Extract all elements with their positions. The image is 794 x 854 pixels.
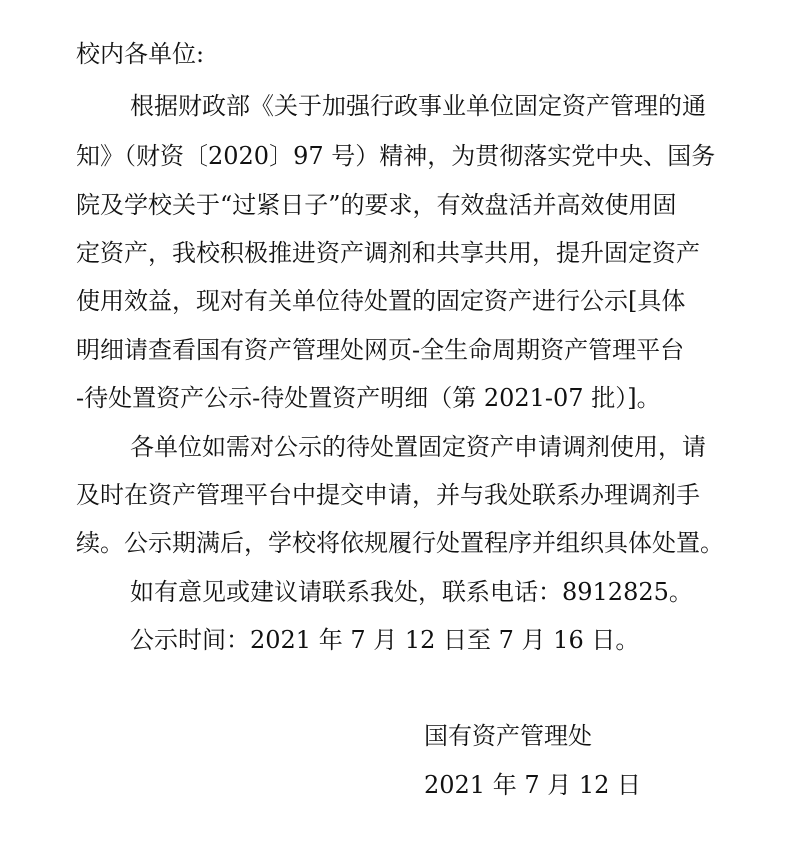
paragraph-line: -待处置资产公示-待处置资产明细（第 2021-07 批）]。 (76, 384, 661, 412)
paragraph-line: 续。公示期满后，学校将依规履行处置程序并组织具体处置。 (76, 529, 724, 557)
paragraph-line: 院及学校关于“过紧日子”的要求，有效盘活并高效使用固 (76, 191, 677, 219)
paragraph-line: 使用效益，现对有关单位待处置的固定资产进行公示[具体 (76, 287, 686, 315)
signature-office: 国有资产管理处 (424, 722, 592, 750)
paragraph-line: 根据财政部《关于加强行政事业单位固定资产管理的通 (130, 92, 706, 120)
salutation: 校内各单位: (76, 40, 205, 68)
signature-date: 2021 年 7 月 12 日 (424, 771, 642, 799)
paragraph-line: 知》（财资〔2020〕97 号）精神，为贯彻落实党中央、国务 (76, 142, 716, 170)
paragraph-line: 各单位如需对公示的待处置固定资产申请调剂使用，请 (130, 433, 706, 461)
paragraph-line: 及时在资产管理平台中提交申请，并与我处联系办理调剂手 (76, 481, 700, 509)
paragraph-line: 明细请查看国有资产管理处网页-全生命周期资产管理平台 (76, 336, 685, 364)
paragraph-line: 定资产，我校积极推进资产调剂和共享共用，提升固定资产 (76, 239, 700, 267)
period-line: 公示时间：2021 年 7 月 12 日至 7 月 16 日。 (130, 626, 640, 654)
contact-line: 如有意见或建议请联系我处，联系电话：8912825。 (130, 578, 693, 606)
